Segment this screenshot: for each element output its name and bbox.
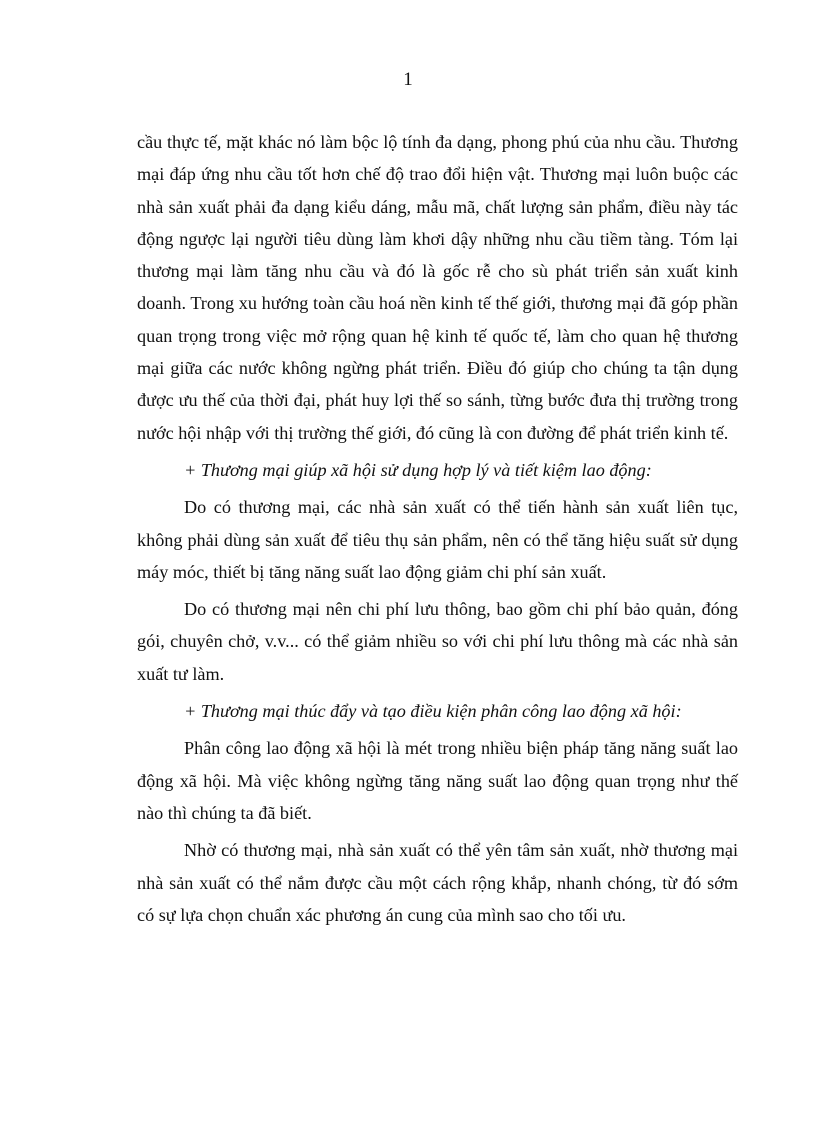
page-number: 1 bbox=[403, 69, 413, 90]
paragraph-continuous-production: Do có thương mại, các nhà sản xuất có thể tiến hành sản xuất liên tục, không phải dùng sản xuất để tiêu thụ sản phẩm, nên có thể tăng hiệu suất sử dụng máy móc, thiết bị tăng năng suất lao động giảm chi phí sản xuất. bbox=[137, 497, 738, 582]
paragraph-division-of-labor: Phân công lao động xã hội là mét trong nhiều biện pháp tăng năng suất lao động xã hội. Mà việc không ngừng tăng năng suất lao động quan trọng như thế nào thì chúng ta đã biết. bbox=[137, 738, 738, 823]
paragraph-circulation-costs: Do có thương mại nên chi phí lưu thông, bao gồm chi phí bảo quản, đóng gói, chuyên chở, v.v... có thể giảm nhiều so với chi phí lưu thông mà các nhà sản xuất tư làm. bbox=[137, 599, 738, 684]
document-body bbox=[137, 126, 738, 931]
heading-labor-saving: + Thương mại giúp xã hội sử dụng hợp lý và tiết kiệm lao động: bbox=[184, 459, 652, 480]
paragraph-producer-confidence: Nhờ có thương mại, nhà sản xuất có thể yên tâm sản xuất, nhờ thương mại nhà sản xuất có thể nắm được cầu một cách rộng khắp, nhanh chóng, từ đó sớm có sự lựa chọn chuẩn xác phương án cung của mình sao cho tối ưu. bbox=[137, 840, 738, 925]
heading-division-of-labor: + Thương mại thúc đẩy và tạo điều kiện phân công lao động xã hội: bbox=[184, 701, 682, 722]
paragraph-trade-demand-continuation: cầu thực tế, mặt khác nó làm bộc lộ tính đa dạng, phong phú của nhu cầu. Thương mại đáp ứng nhu cầu tốt hơn chế độ trao đổi hiện vật. Thương mại luôn buộc các nhà sản xuất phải đa dạng kiểu dáng, mẫu mã, chất lượng sản phẩm, điều này tác động ngược lại người tiêu dùng làm khơi dậy những nhu cầu tiềm tàng. Tóm lại thương mại làm tăng nhu cầu và đó là gốc rễ cho sù phát triển sản xuất kinh doanh. Trong xu hướng toàn cầu hoá nền kinh tế thế giới, thương mại đã góp phần quan trọng trong việc mở rộng quan hệ kinh tế quốc tế, làm cho quan hệ thương mại giữa các nước không ngừng phát triển. Điều đó giúp cho chúng ta tận dụng được ưu thế của thời đại, phát huy lợi thế so sánh, từng bước đưa thị trường trong nước hội nhập với thị trường thế giới, đó cũng là con đường để phát triển kinh tế. bbox=[137, 132, 738, 443]
